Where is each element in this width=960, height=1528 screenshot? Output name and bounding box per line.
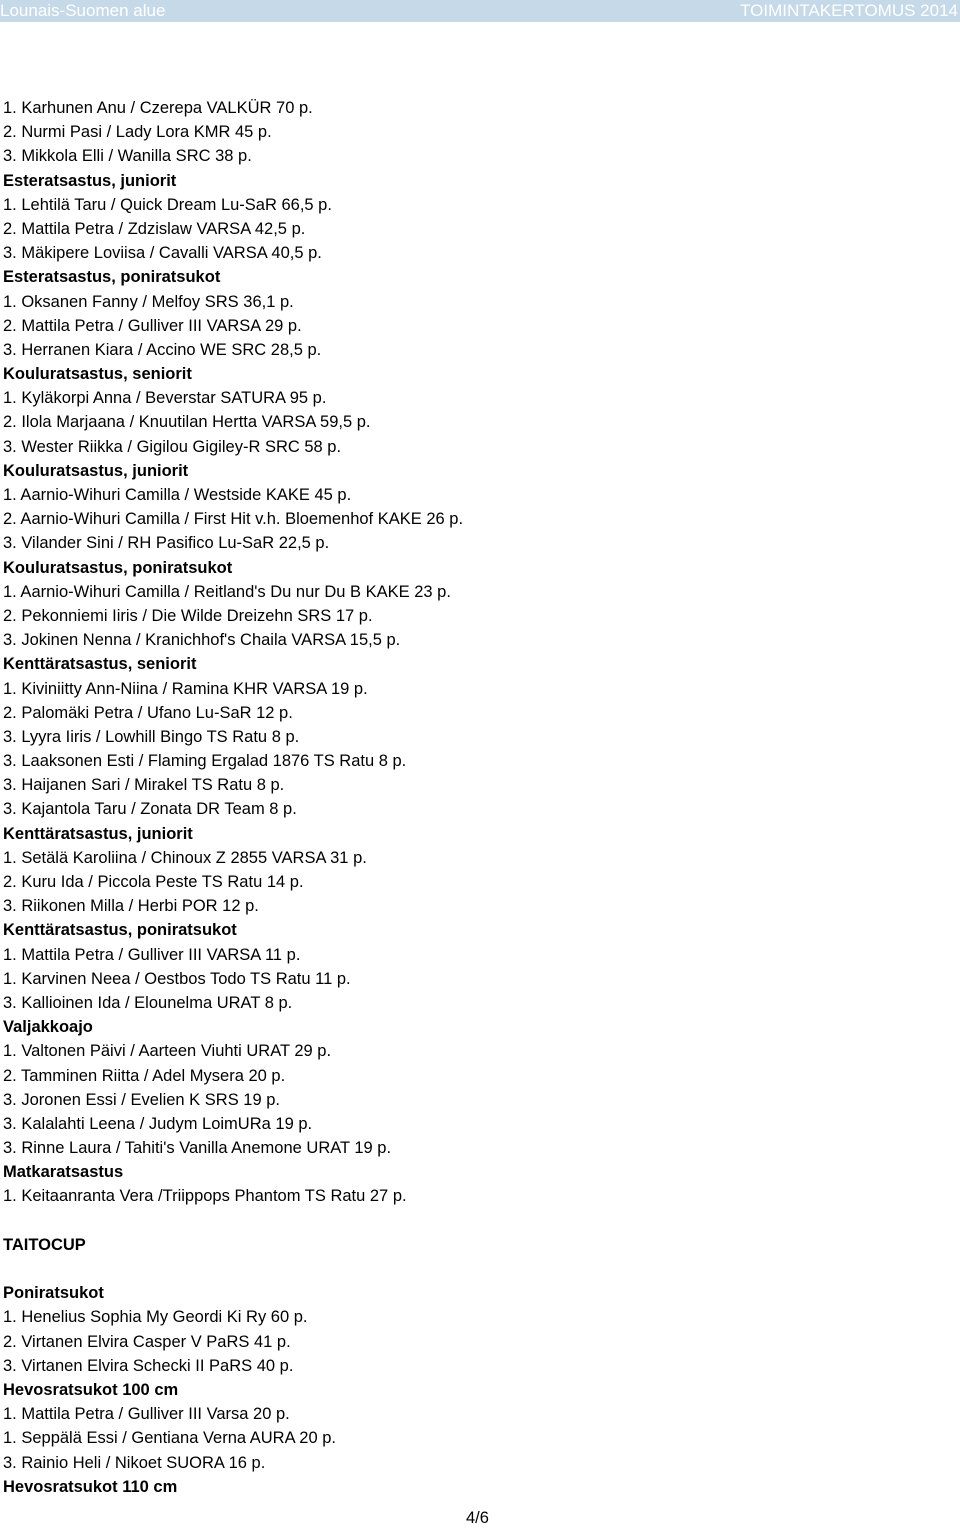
result-line: 2. Virtanen Elvira Casper V PaRS 41 p.: [3, 1332, 291, 1351]
results-list: [3, 96, 953, 1499]
result-line: 3. Wester Riikka / Gigilou Gigiley-R SRC 58 p.: [3, 437, 342, 456]
result-line: 3. Mäkipere Loviisa / Cavalli VARSA 40,5 p.: [3, 244, 322, 263]
section-heading: Kouluratsastus, juniorit: [3, 461, 189, 480]
result-line: 2. Tamminen Riitta / Adel Mysera 20 p.: [3, 1066, 286, 1085]
section-heading: Poniratsukot: [3, 1284, 104, 1303]
result-line: 3. Joronen Essi / Evelien K SRS 19 p.: [3, 1090, 280, 1109]
result-line: 3. Rainio Heli / Nikoet SUORA 16 p.: [3, 1453, 266, 1472]
section-heading: Esteratsastus, juniorit: [3, 171, 177, 190]
result-line: 1. Keitaanranta Vera /Triippops Phantom TS Ratu 27 p.: [3, 1187, 407, 1206]
result-line: 1. Lehtilä Taru / Quick Dream Lu-SaR 66,5 p.: [3, 195, 332, 214]
header-report-title: TOIMINTAKERTOMUS 2014: [740, 1, 958, 20]
result-line: 1. Valtonen Päivi / Aarteen Viuhti URAT 29 p.: [3, 1042, 332, 1061]
result-line: 3. Kalalahti Leena / Judym LoimURa 19 p.: [3, 1114, 313, 1133]
result-line: 1. Aarnio-Wihuri Camilla / Westside KAKE 45 p.: [3, 486, 352, 504]
header-region-title: Lounais-Suomen alue: [0, 1, 166, 20]
result-line: 2. Mattila Petra / Gulliver III VARSA 29 p.: [3, 316, 302, 335]
result-line: 3. Riikonen Milla / Herbi POR 12 p.: [3, 897, 259, 916]
section-heading: Kouluratsastus, seniorit: [3, 365, 192, 384]
result-line: 2. Mattila Petra / Zdzislaw VARSA 42,5 p.: [3, 219, 306, 238]
result-line: 3. Herranen Kiara / Accino WE SRC 28,5 p.: [3, 340, 322, 359]
result-line: 2. Aarnio-Wihuri Camilla / First Hit v.h. Bloemenhof KAKE 26 p.: [3, 510, 464, 529]
result-line: 1. Aarnio-Wihuri Camilla / Reitland's Du nur Du B KAKE 23 p.: [3, 582, 451, 601]
result-line: 1. Oksanen Fanny / Melfoy SRS 36,1 p.: [3, 292, 294, 311]
result-line: 2. Kuru Ida / Piccola Peste TS Ratu 14 p.: [3, 873, 304, 891]
result-line: 3. Laaksonen Esti / Flaming Ergalad 1876 TS Ratu 8 p.: [3, 752, 407, 771]
section-heading: Valjakkoajo: [3, 1018, 93, 1037]
blank-line: [3, 1209, 953, 1233]
page-number: 4/6: [466, 1509, 489, 1527]
result-line: 3. Lyyra Iiris / Lowhill Bingo TS Ratu 8 p.: [3, 727, 300, 746]
section-heading: Esteratsastus, poniratsukot: [3, 268, 221, 287]
section-heading: Hevosratsukot 100 cm: [3, 1380, 179, 1399]
result-line: 1. Karvinen Neea / Oestbos Todo TS Ratu 11 p.: [3, 969, 351, 988]
section-heading: Kenttäratsastus, poniratsukot: [3, 921, 237, 940]
page-header: [0, 0, 960, 22]
section-heading: Kenttäratsastus, juniorit: [3, 824, 193, 843]
result-line: 1. Seppälä Essi / Gentiana Verna AURA 20 p.: [3, 1429, 336, 1448]
result-line: 3. Virtanen Elvira Schecki II PaRS 40 p.: [3, 1356, 294, 1375]
result-line: 3. Haijanen Sari / Mirakel TS Ratu 8 p.: [3, 776, 285, 795]
section-heading: TAITOCUP: [3, 1235, 86, 1254]
result-line: 2. Nurmi Pasi / Lady Lora KMR 45 p.: [3, 123, 272, 142]
result-line: 1. Setälä Karoliina / Chinoux Z 2855 VARSA 31 p.: [3, 848, 367, 867]
section-heading: Hevosratsukot 110 cm: [3, 1477, 178, 1496]
result-line: 1. Kyläkorpi Anna / Beverstar SATURA 95 p.: [3, 389, 327, 408]
result-line: 3. Jokinen Nenna / Kranichhof's Chaila VARSA 15,5 p.: [3, 631, 401, 650]
result-line: 3. Vilander Sini / RH Pasifico Lu-SaR 22,5 p.: [3, 534, 330, 553]
section-heading: Kenttäratsastus, seniorit: [3, 655, 197, 674]
result-line: 1. Henelius Sophia My Geordi Ki Ry 60 p.: [3, 1308, 308, 1327]
result-line: 1. Mattila Petra / Gulliver III Varsa 20 p.: [3, 1405, 290, 1424]
result-line: 2. Ilola Marjaana / Knuutilan Hertta VARSA 59,5 p.: [3, 413, 371, 432]
result-line: 3. Kallioinen Ida / Elounelma URAT 8 p.: [3, 993, 293, 1012]
section-heading: Kouluratsastus, poniratsukot: [3, 558, 233, 577]
result-line: 3. Mikkola Elli / Wanilla SRC 38 p.: [3, 147, 252, 166]
blank-line: [3, 1257, 953, 1281]
result-line: 3. Rinne Laura / Tahiti's Vanilla Anemone URAT 19 p.: [3, 1139, 392, 1158]
result-line: 2. Pekonniemi Iiris / Die Wilde Dreizehn SRS 17 p.: [3, 606, 373, 625]
result-line: 3. Kajantola Taru / Zonata DR Team 8 p.: [3, 800, 297, 819]
result-line: 1. Mattila Petra / Gulliver III VARSA 11 p.: [3, 945, 301, 964]
result-line: 2. Palomäki Petra / Ufano Lu-SaR 12 p.: [3, 703, 293, 722]
result-line: 1. Kiviniitty Ann-Niina / Ramina KHR VARSA 19 p.: [3, 679, 368, 698]
section-heading: Matkaratsastus: [3, 1163, 124, 1182]
result-line: 1. Karhunen Anu / Czerepa VALKÜR 70 p.: [3, 99, 313, 117]
